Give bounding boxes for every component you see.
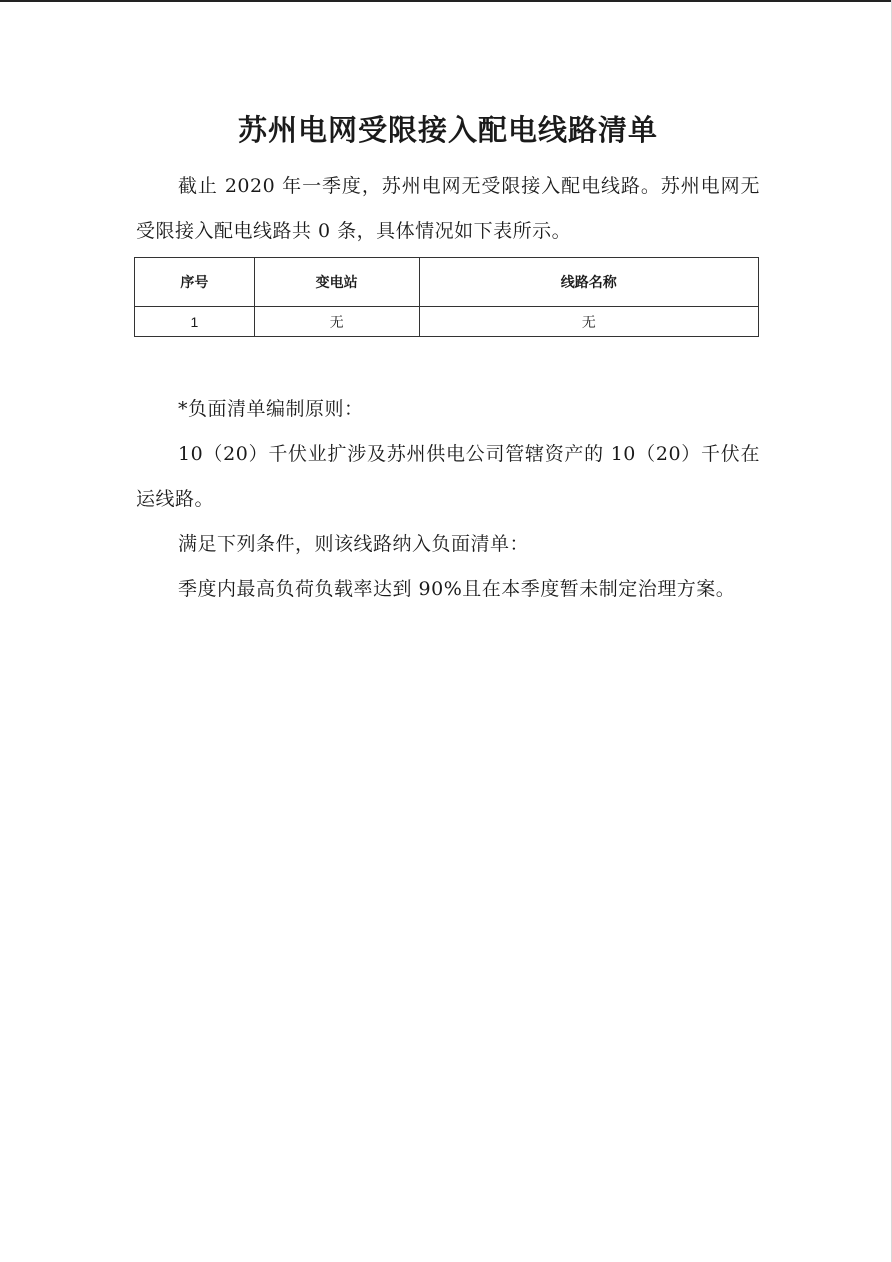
document-page	[136, 108, 760, 612]
note-scope-paragraph: 10（20）千伏业扩涉及苏州供电公司管辖资产的 10（20）千伏在运线路。	[136, 443, 760, 510]
spacer	[136, 337, 760, 387]
note-condition-paragraph: 季度内最高负荷负载率达到 90%且在本季度暂未制定治理方案。	[178, 578, 736, 600]
cell-serial-number: 1	[135, 307, 255, 337]
cell-substation: 无	[254, 307, 419, 337]
restricted-lines-table	[134, 257, 759, 337]
table-row	[135, 307, 759, 337]
table-header-row	[135, 258, 759, 307]
note-condition-heading: 满足下列条件，则该线路纳入负面清单：	[178, 533, 530, 555]
header-line-name: 线路名称	[419, 258, 758, 307]
note-heading: *负面清单编制原则：	[178, 398, 364, 420]
header-substation: 变电站	[254, 258, 419, 307]
header-serial-number: 序号	[135, 258, 255, 307]
intro-paragraph: 截止 2020 年一季度，苏州电网无受限接入配电线路。苏州电网无受限接入配电线路共 0 条，具体情况如下表所示。	[136, 175, 760, 242]
top-border-line	[0, 0, 892, 2]
cell-line-name: 无	[419, 307, 758, 337]
document-title: 苏州电网受限接入配电线路清单	[237, 113, 658, 147]
